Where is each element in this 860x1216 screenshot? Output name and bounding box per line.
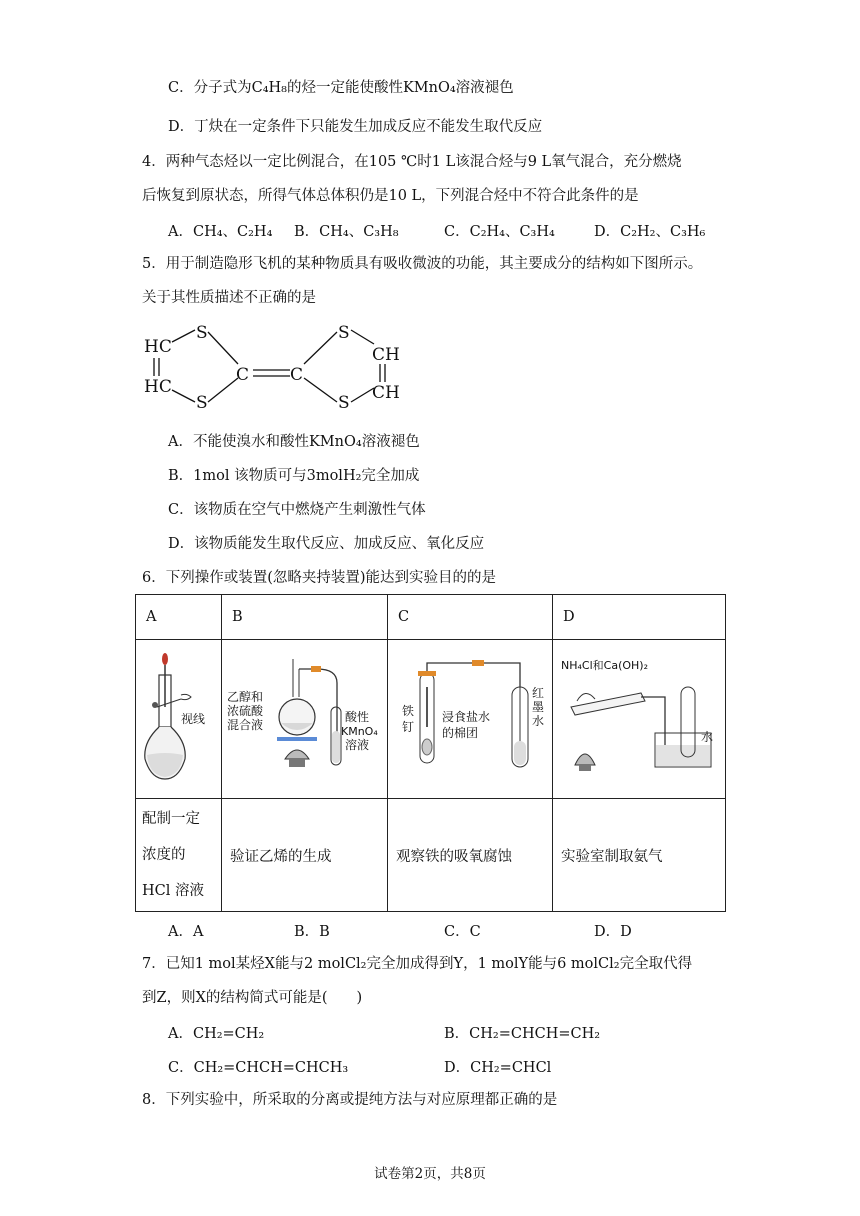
apparatus-d-cell bbox=[553, 640, 726, 799]
q7-stem-line1: 7．已知1 mol某烃X能与2 molCl₂完全加成得到Y，1 molY能与6 molCl₂完全取代得 bbox=[142, 956, 693, 972]
label-d-water: 水 bbox=[701, 730, 714, 744]
label-c-cotton-line1: 浸食盐水 bbox=[442, 710, 491, 724]
iron-oxygen-corrosion-diagram bbox=[390, 647, 550, 787]
table-header-c: C bbox=[388, 595, 553, 640]
q4-option-c: C．C₂H₄、C₃H₄ bbox=[444, 224, 555, 240]
atom-hc-bottom: HC bbox=[144, 377, 172, 397]
atom-c-right: C bbox=[290, 365, 304, 385]
desc-a-line3: HCl 溶液 bbox=[142, 883, 204, 899]
apparatus-c-cell bbox=[388, 640, 553, 799]
volumetric-flask-diagram bbox=[139, 647, 219, 787]
table-header-d: D bbox=[553, 595, 726, 640]
q6-option-b: B．B bbox=[294, 924, 330, 940]
desc-c: 观察铁的吸氧腐蚀 bbox=[388, 799, 553, 912]
desc-a-line2: 浓度的 bbox=[142, 847, 186, 863]
label-b-kmno4-line3: 溶液 bbox=[344, 738, 369, 752]
label-c-iron-line1: 铁 bbox=[402, 704, 415, 718]
label-c-iron-line2: 钉 bbox=[402, 720, 415, 734]
desc-b: 验证乙烯的生成 bbox=[222, 799, 388, 912]
q6-experiment-table bbox=[135, 594, 726, 912]
atom-hc-top: HC bbox=[144, 337, 172, 357]
q4-option-d: D．C₂H₂、C₃H₆ bbox=[594, 224, 706, 240]
label-d-reagents: NH₄Cl和Ca(OH)₂ bbox=[561, 659, 648, 672]
q4-stem-line2: 后恢复到原状态，所得气体总体积仍是10 L，下列混合烃中不符合此条件的是 bbox=[142, 188, 639, 204]
q7-option-b: B．CH₂=CHCH=CH₂ bbox=[444, 1026, 601, 1042]
ethylene-generation-diagram bbox=[225, 647, 385, 787]
atom-s-left-top: S bbox=[196, 323, 208, 343]
label-c-ink-line2: 墨 bbox=[532, 700, 545, 714]
q5-stem-line1: 5．用于制造隐形飞机的某种物质具有吸收微波的功能，其主要成分的结构如下图所示。 bbox=[142, 256, 703, 272]
q6-option-a: A．A bbox=[168, 924, 204, 940]
table-header-a: A bbox=[136, 595, 222, 640]
q3-option-c: C．分子式为C₄H₈的烃一定能使酸性KMnO₄溶液褪色 bbox=[168, 80, 514, 96]
q7-option-c: C．CH₂=CHCH=CHCH₃ bbox=[168, 1060, 349, 1076]
q7-stem-line2: 到Z，则X的结构简式可能是( ) bbox=[142, 990, 363, 1006]
apparatus-b-cell bbox=[222, 640, 388, 799]
q3-option-d: D．丁炔在一定条件下只能发生加成反应不能发生取代反应 bbox=[168, 119, 543, 135]
table-header-b: B bbox=[222, 595, 388, 640]
q5-option-b: B．1mol 该物质可与3molH₂完全加成 bbox=[168, 468, 420, 484]
label-b-kmno4-line1: 酸性 bbox=[344, 710, 369, 724]
atom-c-left: C bbox=[236, 365, 250, 385]
q6-stem: 6．下列操作或装置(忽略夹持装置)能达到实验目的的是 bbox=[142, 570, 497, 586]
atom-s-left-bottom: S bbox=[196, 393, 208, 413]
q4-option-a: A．CH₄、C₂H₄ bbox=[168, 224, 273, 240]
q5-stem-line2: 关于其性质描述不正确的是 bbox=[142, 290, 316, 306]
atom-ch-top: CH bbox=[372, 345, 400, 365]
atom-ch-bottom: CH bbox=[372, 383, 400, 403]
q6-option-c: C．C bbox=[444, 924, 481, 940]
q7-option-d: D．CH₂=CHCl bbox=[444, 1060, 552, 1076]
label-c-ink-line1: 红 bbox=[532, 686, 545, 700]
label-b-mix-line3: 混合液 bbox=[226, 718, 263, 732]
q5-option-a: A．不能使溴水和酸性KMnO₄溶液褪色 bbox=[168, 434, 420, 450]
desc-a-line1: 配制一定 bbox=[142, 811, 200, 827]
label-b-mix-line2: 浓硫酸 bbox=[226, 704, 263, 718]
label-c-ink-line3: 水 bbox=[532, 714, 545, 728]
q8-stem: 8．下列实验中，所采取的分离或提纯方法与对应原理都正确的是 bbox=[142, 1092, 558, 1108]
apparatus-a-cell bbox=[136, 640, 222, 799]
label-b-kmno4-line2: KMnO₄ bbox=[340, 725, 378, 738]
q5-molecule-structure bbox=[140, 318, 420, 418]
atom-s-right-top: S bbox=[338, 323, 350, 343]
q4-stem-line1: 4．两种气态烃以一定比例混合，在105 ℃时1 L该混合烃与9 L氧气混合，充分燃烧 bbox=[142, 154, 682, 170]
q5-option-c: C．该物质在空气中燃烧产生刺激性气体 bbox=[168, 502, 426, 518]
label-c-cotton-line2: 的棉团 bbox=[442, 726, 479, 740]
q7-option-a: A．CH₂=CH₂ bbox=[168, 1026, 265, 1042]
q6-option-d: D．D bbox=[594, 924, 632, 940]
q4-option-b: B．CH₄、C₃H₈ bbox=[294, 224, 399, 240]
label-sight-line: 视线 bbox=[180, 712, 205, 726]
desc-a-cell bbox=[136, 799, 222, 912]
q5-option-d: D．该物质能发生取代反应、加成反应、氧化反应 bbox=[168, 536, 485, 552]
label-b-mix-line1: 乙醇和 bbox=[226, 690, 263, 704]
desc-d: 实验室制取氨气 bbox=[553, 799, 726, 912]
page-footer: 试卷第2页，共8页 bbox=[374, 1166, 486, 1182]
atom-s-right-bottom: S bbox=[338, 393, 350, 413]
ammonia-preparation-diagram bbox=[555, 647, 723, 787]
